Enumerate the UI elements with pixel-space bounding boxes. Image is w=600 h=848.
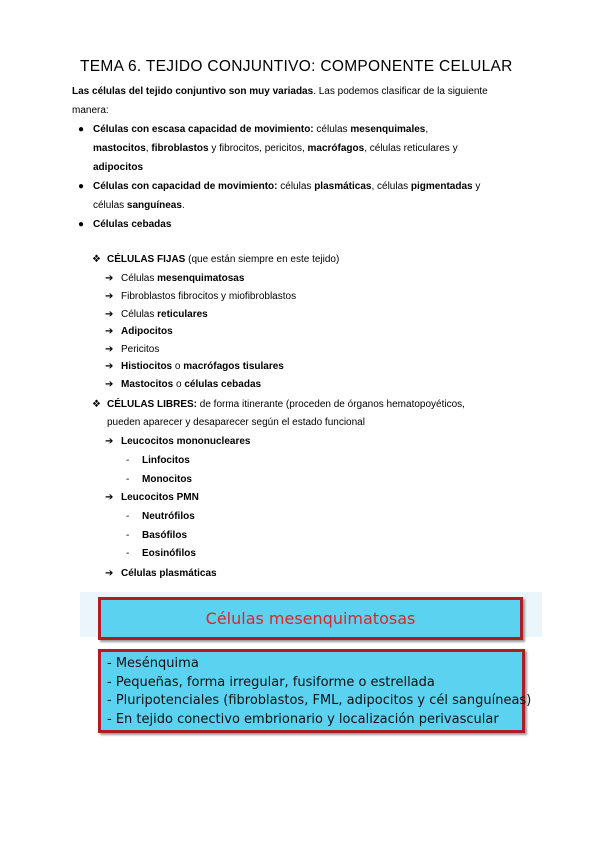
intro-rest: . Las podemos clasificar de la siguiente [313, 86, 488, 97]
text: . [181, 200, 185, 211]
text: pigmentadas [410, 181, 473, 192]
bullet-2-line-1 [93, 177, 480, 196]
libres-header-line-2: pueden aparecer y desaparecer según el estado funcional [107, 417, 365, 428]
arrow-icon: ➔ [105, 568, 114, 579]
text: sanguíneas [126, 200, 182, 211]
bullet-dot: ● [78, 181, 85, 192]
fijas-header [92, 254, 339, 265]
text: Células [121, 273, 158, 284]
bullet-dot: ● [78, 219, 85, 230]
libres-g1-item-2 [126, 474, 192, 485]
text: Células [121, 309, 158, 320]
slide-line: - Pluripotenciales (fibroblastos, FML, adipocitos y cél sanguíneas) [107, 693, 532, 708]
text: de forma itinerante (proceden de órganos hematopoyéticos, [197, 399, 465, 410]
slide-title-box [98, 597, 523, 640]
diamond-bullet-icon: ❖ [92, 399, 101, 410]
dash: - [126, 474, 130, 485]
text: células [313, 124, 351, 135]
dash: - [126, 530, 130, 541]
intro-line-1 [72, 82, 488, 101]
text: macrófagos tisulares [183, 361, 284, 372]
slide-content-box [98, 649, 532, 733]
text: Leucocitos PMN [121, 492, 199, 503]
bullet-dot: ● [78, 124, 85, 135]
libres-g2-item-1 [126, 511, 195, 522]
bullet-2-label: Células con capacidad de movimiento: [93, 181, 278, 192]
slide-line: - Mesénquima [107, 656, 199, 671]
text: , [145, 143, 152, 154]
text: reticulares [157, 309, 208, 320]
libres-g2-item-3 [126, 548, 196, 559]
text: Células cebadas [93, 219, 172, 230]
bullet-3-line-1 [93, 215, 171, 234]
bullet-1-line-3 [93, 158, 143, 177]
fijas-item-3 [105, 309, 208, 320]
arrow-icon: ➔ [105, 344, 114, 355]
libres-group-2 [105, 492, 199, 503]
arrow-icon: ➔ [105, 291, 114, 302]
bullet-1-label: Células con escasa capacidad de movimiento: [93, 124, 314, 135]
text: Neutrófilos [142, 511, 195, 522]
text: Leucocitos mononucleares [121, 436, 251, 447]
text: adipocitos [93, 162, 144, 173]
bullet-1-line-1 [93, 120, 428, 139]
dash: - [126, 455, 130, 466]
text: Basófilos [142, 530, 188, 541]
libres-group-3 [105, 568, 217, 579]
arrow-icon: ➔ [105, 273, 114, 284]
dash: - [126, 511, 130, 522]
libres-group-1 [105, 436, 250, 447]
text: Histiocitos [121, 361, 173, 372]
fijas-item-4 [105, 326, 173, 337]
text: fibroblastos [151, 143, 209, 154]
libres-g2-item-2 [126, 530, 187, 541]
arrow-icon: ➔ [105, 361, 114, 372]
text: Pericitos [121, 344, 160, 355]
bullet-1-line-2 [93, 139, 458, 158]
text: plasmáticas [314, 181, 372, 192]
fijas-item-5 [105, 344, 159, 355]
text: Eosinófilos [142, 548, 196, 559]
diamond-bullet-icon: ❖ [92, 254, 101, 265]
fijas-item-2 [105, 291, 296, 302]
text: células cebadas [184, 379, 262, 390]
text: y [472, 181, 481, 192]
text: , células [371, 181, 411, 192]
intro-line-2: manera: [72, 105, 109, 116]
text: CÉLULAS FIJAS [107, 254, 186, 265]
arrow-icon: ➔ [105, 326, 114, 337]
text: células [277, 181, 315, 192]
text: Linfocitos [142, 455, 190, 466]
slide-line: - En tejido conectivo embrionario y localización perivascular [107, 711, 499, 727]
slide-line: - Pequeñas, forma irregular, fusiforme o estrellada [107, 674, 435, 690]
text: Células plasmáticas [121, 568, 217, 579]
text: o [173, 379, 185, 390]
text: macrófagos [307, 143, 365, 154]
arrow-icon: ➔ [105, 492, 114, 503]
fijas-item-1 [105, 273, 244, 284]
text: o [172, 361, 184, 372]
text: Adipocitos [121, 326, 173, 337]
text: CÉLULAS LIBRES: [107, 399, 197, 410]
arrow-icon: ➔ [105, 379, 114, 390]
text: mesenquimales [350, 124, 426, 135]
text: Mastocitos [121, 379, 174, 390]
text: , [425, 124, 429, 135]
arrow-icon: ➔ [105, 309, 114, 320]
text: mesenquimatosas [157, 273, 245, 284]
arrow-icon: ➔ [105, 436, 114, 447]
bullet-2-line-2 [93, 196, 185, 215]
document-title: TEMA 6. TEJIDO CONJUNTIVO: COMPONENTE CELULAR [80, 58, 513, 75]
fijas-item-7 [105, 379, 261, 390]
intro-bold: Las células del tejido conjuntivo son muy variadas [72, 86, 314, 97]
text: y fibrocitos, pericitos, [208, 143, 308, 154]
text: (que están siempre en este tejido) [185, 254, 340, 265]
text: células [93, 200, 127, 211]
text: Fibroblastos fibrocitos y miofibroblastos [121, 291, 297, 302]
fijas-item-6 [105, 361, 284, 372]
libres-g1-item-1 [126, 455, 190, 466]
text: , células reticulares y [364, 143, 458, 154]
text: mastocitos [93, 143, 146, 154]
text: Monocitos [142, 474, 192, 485]
slide-title: Células mesenquimatosas [205, 609, 416, 628]
dash: - [126, 548, 130, 559]
libres-header [92, 399, 465, 410]
